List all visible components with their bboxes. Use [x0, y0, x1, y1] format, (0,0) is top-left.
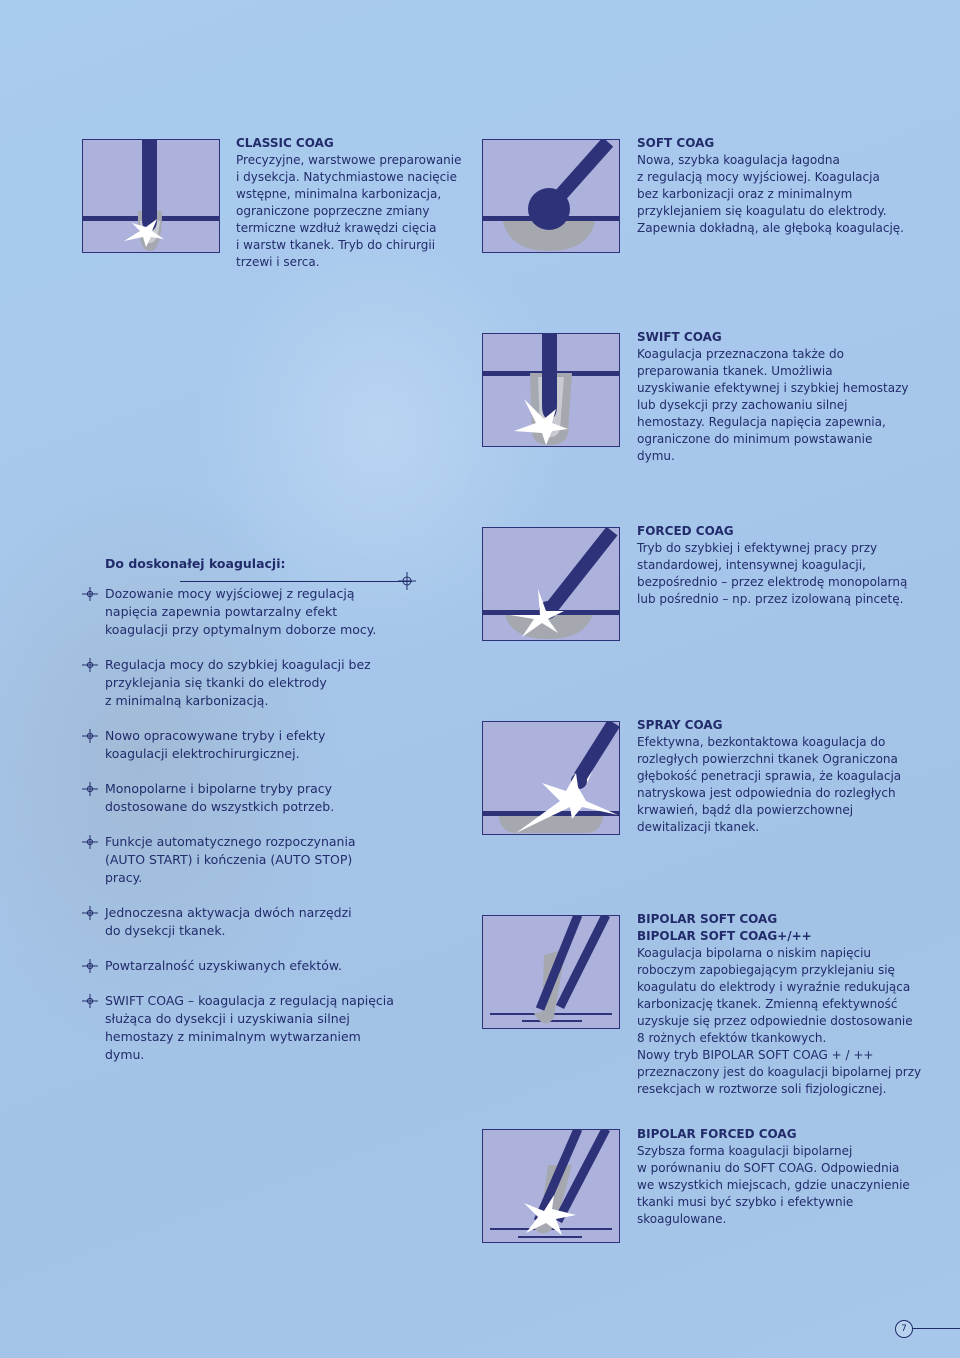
mode-description-forced-coag	[637, 523, 937, 608]
mode-text: Szybsza forma koagulacji bipolarnej w porównaniu do SOFT COAG. Odpowiednia we wszystkich miejscach, gdzie unaczynienie tkanki musi być szybko i efektywnie skoagulowane.	[637, 1144, 910, 1226]
list-item	[82, 833, 422, 887]
list-item	[82, 656, 422, 710]
list-item	[82, 780, 422, 816]
mode-title: BIPOLAR FORCED COAG	[637, 1127, 797, 1141]
mode-title: SPRAY COAG	[637, 718, 723, 732]
mode-text: Tryb do szybkiej i efektywnej pracy przy standardowej, intensywnej koagulacji, bezpośrednio – przez elektrodę monopolarną lub pośrednio – np. przez izolowaną pincetę.	[637, 541, 908, 606]
bipolar-forced-coag-illustration	[482, 1129, 620, 1243]
page-number-rule	[912, 1328, 960, 1329]
page-number: 7	[895, 1320, 913, 1338]
forced-coag-illustration	[482, 527, 620, 641]
crosshair-bullet-icon	[82, 658, 98, 672]
list-item-text: Funkcje automatycznego rozpoczynania (AUTO START) i kończenia (AUTO STOP) pracy.	[105, 834, 356, 885]
mode-text: Nowa, szybka koagulacja łagodna z regulacją mocy wyjściowej. Koagulacja bez karbonizacji oraz z minimalnym przyklejaniem się koagulatu do elektrody. Zapewnia dokładną, ale głęboką koagulację.	[637, 153, 904, 235]
mode-description-spray-coag	[637, 717, 937, 836]
spray-coag-illustration	[482, 721, 620, 835]
list-item-text: SWIFT COAG – koagulacja z regulacją napięcia służąca do dysekcji i uzyskiwania silnej hemostazy z minimalnym wytwarzaniem dymu.	[105, 993, 394, 1062]
benefits-section	[82, 555, 422, 1081]
mode-title: BIPOLAR SOFT COAG BIPOLAR SOFT COAG+/++	[637, 912, 812, 943]
crosshair-bullet-icon	[82, 994, 98, 1008]
benefits-heading: Do doskonałej koagulacji:	[105, 556, 286, 571]
mode-text: Precyzyjne, warstwowe preparowanie i dysekcja. Natychmiastowe nacięcie wstępne, minimalna karbonizacja, ograniczone poprzeczne zmiany termiczne wzdłuż krawędzi cięcia i warstw tkanek. Tryb do chirurgii trzewi i serca.	[236, 153, 462, 269]
crosshair-bullet-icon	[82, 906, 98, 920]
mode-description-bipolar-soft-coag	[637, 911, 937, 1098]
mode-description-bipolar-forced-coag	[637, 1126, 937, 1228]
list-item-text: Nowo opracowywane tryby i efekty koagulacji elektrochirurgicznej.	[105, 728, 326, 761]
list-item-text: Regulacja mocy do szybkiej koagulacji bez przyklejania się tkanki do elektrody z minimalną karbonizacją.	[105, 657, 371, 708]
mode-title: FORCED COAG	[637, 524, 734, 538]
bipolar-soft-coag-illustration	[482, 915, 620, 1029]
list-item-text: Jednoczesna aktywacja dwóch narzędzi do dysekcji tkanek.	[105, 905, 352, 938]
mode-text: Koagulacja bipolarna o niskim napięciu roboczym zapobiegającym przyklejaniu się koagulatu do elektrody i wyraźnie redukująca karbonizację tkanek. Zmienną efektywność uzyskuje się przez odpowiednie dostosowanie 8 rożnych efektów tkankowych. Nowy tryb BIPOLAR SOFT COAG + / ++ przeznaczony jest do koagulacji bipolarnej przy resekcjach w roztworze soli fizjologicznej.	[637, 946, 922, 1096]
list-item	[82, 957, 422, 975]
list-item-text: Dozowanie mocy wyjściowej z regulacją napięcia zapewnia powtarzalny efekt koagulacji przy optymalnym doborze mocy.	[105, 586, 377, 637]
swift-coag-illustration	[482, 333, 620, 447]
mode-text: Efektywna, bezkontaktowa koagulacja do rozległych powierzchni tkanek Ograniczona głębokość penetracji sprawia, że koagulacja natryskowa jest odpowiednia do rozległych krwawień, bądź dla powierzchownej dewitalizacji tkanek.	[637, 735, 902, 834]
crosshair-bullet-icon	[82, 959, 98, 973]
mode-title: SOFT COAG	[637, 136, 715, 150]
list-item-text: Monopolarne i bipolarne tryby pracy dostosowane do wszystkich potrzeb.	[105, 781, 335, 814]
list-item-text: Powtarzalność uzyskiwanych efektów.	[105, 958, 342, 973]
benefits-list	[82, 585, 422, 1064]
list-item	[82, 727, 422, 763]
crosshair-bullet-icon	[82, 835, 98, 849]
list-item	[82, 904, 422, 940]
crosshair-bullet-icon	[82, 587, 98, 601]
crosshair-bullet-icon	[82, 729, 98, 743]
list-item	[82, 585, 422, 639]
mode-description-soft-coag	[637, 135, 937, 237]
list-item	[82, 992, 422, 1064]
mode-title: CLASSIC COAG	[236, 136, 334, 150]
mode-text: Koagulacja przeznaczona także do preparowania tkanek. Umożliwia uzyskiwanie efektywnej i szybkiej hemostazy lub dysekcji przy zachowaniu silnej hemostazy. Regulacja napięcia zapewnia, ograniczone do minimum powstawanie dymu.	[637, 347, 909, 463]
mode-description-swift-coag	[637, 329, 937, 465]
soft-coag-illustration	[482, 139, 620, 253]
crosshair-bullet-icon	[82, 782, 98, 796]
mode-title: SWIFT COAG	[637, 330, 722, 344]
mode-description-classic-coag	[236, 135, 468, 271]
classic-coag-illustration	[82, 139, 220, 253]
